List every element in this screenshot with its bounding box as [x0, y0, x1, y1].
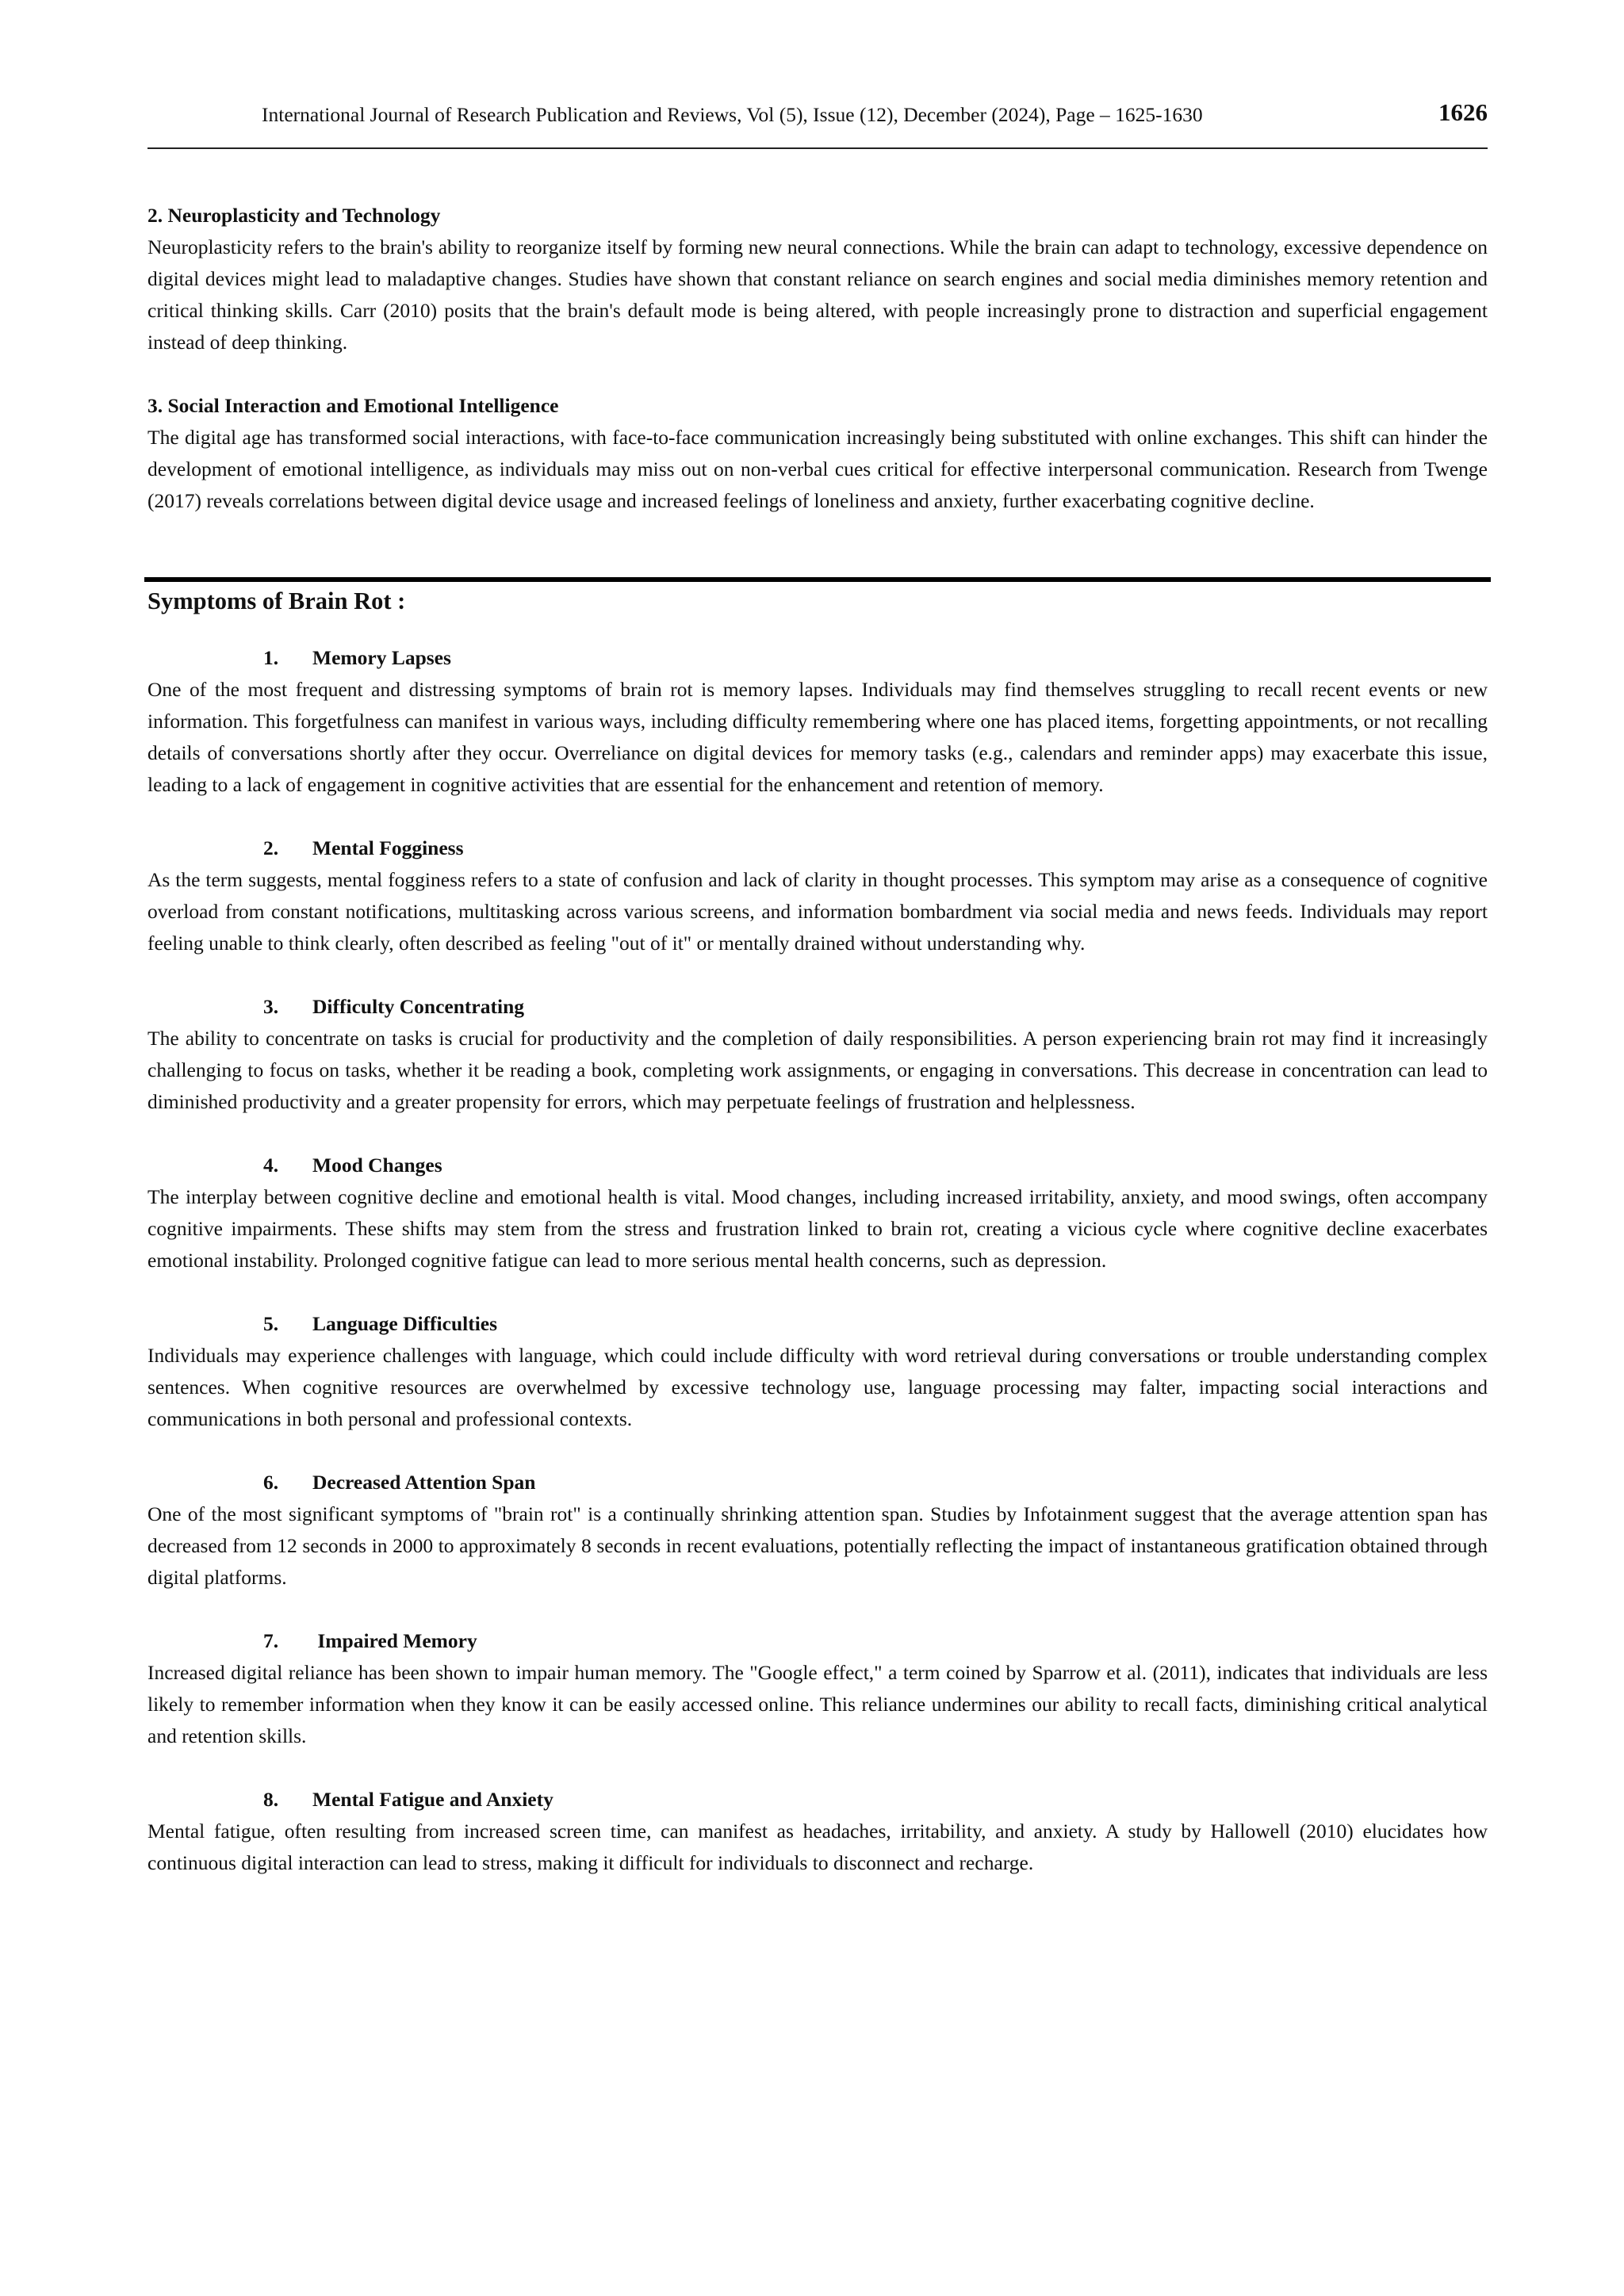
symptom-paragraph: Increased digital reliance has been shown to impair human memory. The "Google effect," a term coined by Sparrow et al. (2011), indicates that individuals are less likely to remember information when they know it can be easily accessed online. This reliance undermines our ability to recall facts, diminishing critical analytical and retention skills.: [147, 1661, 1488, 1747]
symptom-heading-text: Impaired Memory: [312, 1629, 477, 1652]
symptom-paragraph: One of the most frequent and distressing symptoms of brain rot is memory lapses. Individuals may find themselves struggling to recall recent events or new information. This forgetfulness can manifest in various ways, including difficulty remembering where one has placed items, forgetting appointments, or not recalling details of conversations shortly after they occur. Overreliance on digital devices for memory tasks (e.g., calendars and reminder apps) may exacerbate this issue, leading to a lack of engagement in cognitive activities that are essential for the enhancement and retention of memory.: [147, 678, 1488, 796]
symptom-heading: [147, 1308, 1488, 1340]
page-number: 1626: [1438, 98, 1488, 126]
symptom-number: 1.: [263, 646, 279, 669]
symptom-item: [147, 1784, 1488, 1879]
section-paragraph: The digital age has transformed social interactions, with face-to-face communication increasingly being substituted with online exchanges. This shift can hinder the development of emotional intelligence, as individuals may miss out on non-verbal cues critical for effective interpersonal communication. Research from Twenge (2017) reveals correlations between digital device usage and increased feelings of loneliness and anxiety, further exacerbating cognitive decline.: [147, 426, 1488, 512]
symptom-item: [147, 1308, 1488, 1435]
symptom-item: [147, 832, 1488, 959]
section-heading: 3. Social Interaction and Emotional Intelligence: [147, 394, 559, 417]
symptom-paragraph: The ability to concentrate on tasks is crucial for productivity and the completion of daily responsibilities. A person experiencing brain rot may find it increasingly challenging to focus on tasks, whether it be reading a book, completing work assignments, or engaging in conversations. This decrease in concentration can lead to diminished productivity and a greater propensity for errors, which may perpetuate feelings of frustration and helplessness.: [147, 1027, 1488, 1113]
symptom-heading-text: Mood Changes: [312, 1154, 442, 1177]
symptom-paragraph: The interplay between cognitive decline and emotional health is vital. Mood changes, including increased irritability, anxiety, and mood swings, often accompany cognitive impairments. These shifts may stem from the stress and frustration linked to brain rot, creating a vicious cycle where cognitive decline exacerbates emotional instability. Prolonged cognitive fatigue can lead to more serious mental health concerns, such as depression.: [147, 1185, 1488, 1272]
section-social-interaction: [147, 390, 1488, 517]
symptom-heading-text: Mental Fatigue and Anxiety: [312, 1788, 553, 1811]
symptom-item: [147, 991, 1488, 1118]
symptom-item: [147, 1625, 1488, 1752]
section-heading: 2. Neuroplasticity and Technology: [147, 204, 441, 227]
symptom-heading: [147, 642, 1488, 674]
symptom-paragraph: One of the most significant symptoms of "brain rot" is a continually shrinking attention span. Studies by Infotainment suggest that the average attention span has decreased from 12 seconds in 2000 to approximately 8 seconds in recent evaluations, potentially reflecting the impact of instantaneous gratification obtained through digital platforms.: [147, 1502, 1488, 1589]
symptom-number: 6.: [263, 1471, 279, 1494]
symptom-paragraph: Individuals may experience challenges with language, which could include difficulty with word retrieval during conversations or trouble understanding complex sentences. When cognitive resources are overwhelmed by excessive technology use, language processing may falter, impacting social interactions and communications in both personal and professional contexts.: [147, 1344, 1488, 1430]
symptom-heading: [147, 1150, 1488, 1181]
symptom-paragraph: As the term suggests, mental fogginess refers to a state of confusion and lack of clarity in thought processes. This symptom may arise as a consequence of cognitive overload from constant notifications, multitasking across various screens, and information bombardment via social media and news feeds. Individuals may report feeling unable to think clearly, often described as feeling "out of it" or mentally drained without understanding why.: [147, 868, 1488, 955]
symptom-item: [147, 642, 1488, 801]
symptom-heading-text: Mental Fogginess: [312, 836, 464, 859]
symptom-item: [147, 1467, 1488, 1594]
symptom-heading-text: Decreased Attention Span: [312, 1471, 536, 1494]
symptom-heading: [147, 991, 1488, 1023]
page-header: [147, 100, 1488, 149]
symptom-heading: [147, 832, 1488, 864]
symptom-number: 4.: [263, 1154, 279, 1177]
body-upper: [147, 200, 1488, 549]
symptoms-section: [147, 585, 1488, 1911]
journal-citation: International Journal of Research Publication and Reviews, Vol (5), Issue (12), December (2024), Page – 1625-1630: [262, 103, 1203, 126]
symptom-paragraph: Mental fatigue, often resulting from increased screen time, can manifest as headaches, irritability, and anxiety. A study by Hallowell (2010) elucidates how continuous digital interaction can lead to stress, making it difficult for individuals to disconnect and recharge.: [147, 1820, 1488, 1874]
section-paragraph: Neuroplasticity refers to the brain's ability to reorganize itself by forming new neural connections. While the brain can adapt to technology, excessive dependence on digital devices might lead to maladaptive changes. Studies have shown that constant reliance on search engines and social media diminishes memory retention and critical thinking skills. Carr (2010) posits that the brain's default mode is being altered, with people increasingly prone to distraction and superficial engagement instead of deep thinking.: [147, 235, 1488, 354]
symptom-number: 7.: [263, 1629, 279, 1652]
symptom-heading: [147, 1625, 1488, 1657]
symptom-heading-text: Memory Lapses: [312, 646, 451, 669]
symptom-number: 8.: [263, 1788, 279, 1811]
symptom-heading-text: Language Difficulties: [312, 1312, 498, 1335]
symptoms-title: Symptoms of Brain Rot :: [147, 587, 406, 614]
symptom-heading: [147, 1784, 1488, 1816]
symptom-heading: [147, 1467, 1488, 1498]
section-neuroplasticity: [147, 200, 1488, 358]
symptom-heading-text: Difficulty Concentrating: [312, 995, 525, 1018]
symptom-number: 5.: [263, 1312, 279, 1335]
symptom-item: [147, 1150, 1488, 1276]
symptom-number: 2.: [263, 836, 279, 859]
symptom-number: 3.: [263, 995, 279, 1018]
section-divider: [144, 577, 1491, 582]
